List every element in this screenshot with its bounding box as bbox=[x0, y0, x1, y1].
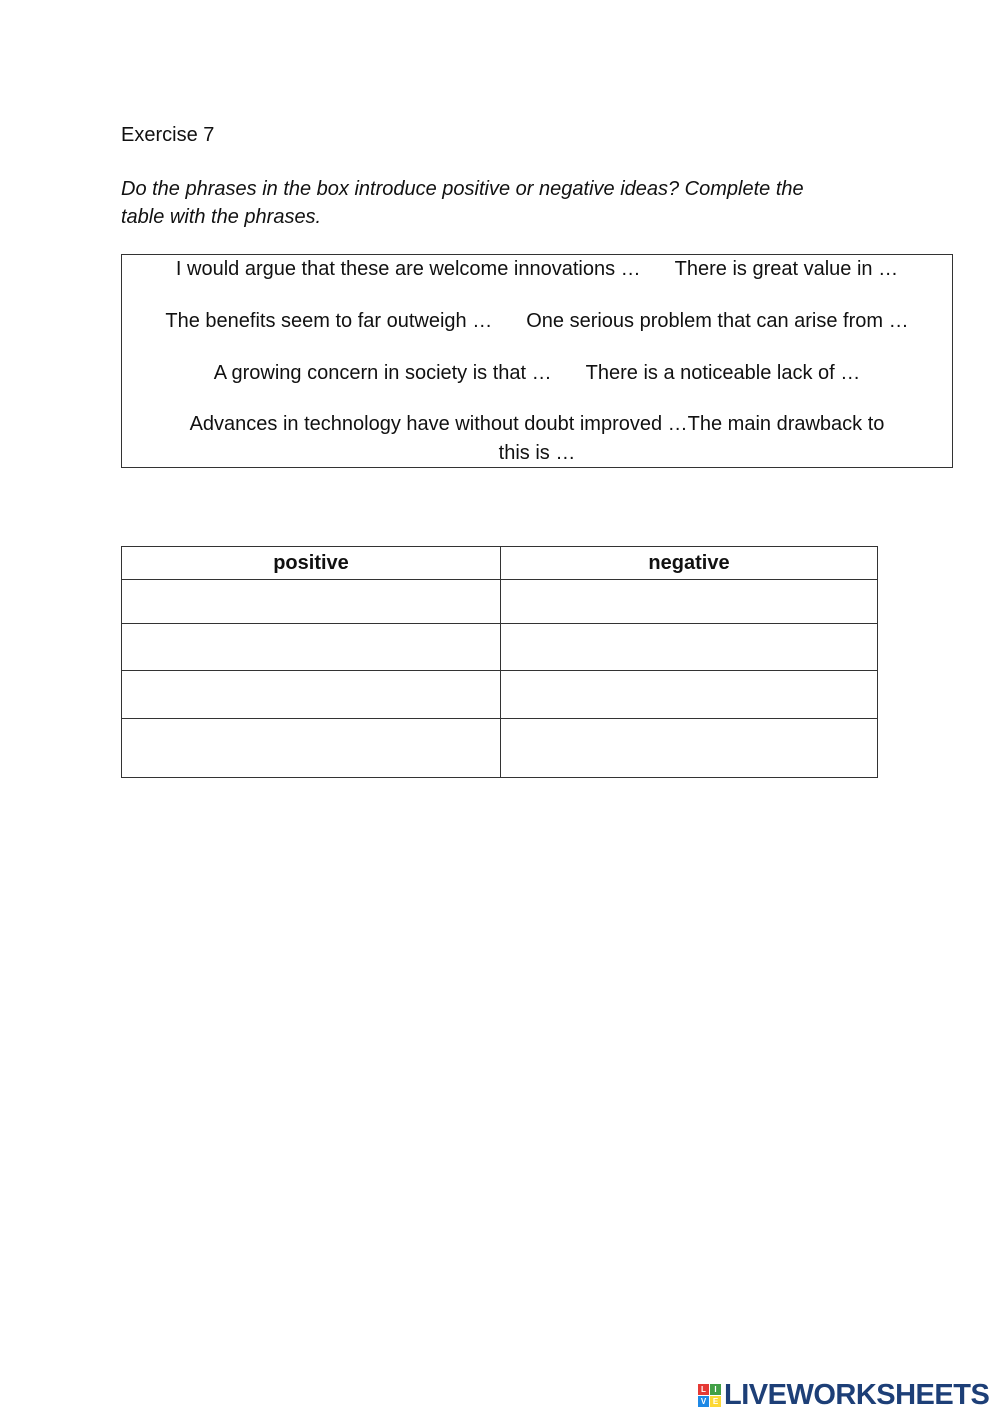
table-row bbox=[122, 671, 878, 719]
table-header-row bbox=[122, 547, 878, 580]
answer-cell-positive[interactable] bbox=[122, 719, 501, 778]
logo-tile: I bbox=[710, 1384, 721, 1395]
instruction-line-1: Do the phrases in the box introduce positive or negative ideas? Complete the bbox=[121, 178, 804, 200]
answer-cell-negative[interactable] bbox=[501, 580, 878, 624]
answer-cell-negative[interactable] bbox=[501, 671, 878, 719]
table-row bbox=[122, 624, 878, 671]
phrase-continuation: this is … bbox=[498, 442, 576, 464]
logo-tile: L bbox=[698, 1384, 709, 1395]
logo-tile: V bbox=[698, 1396, 709, 1407]
exercise-instruction bbox=[121, 175, 881, 231]
phrase-row bbox=[122, 362, 952, 385]
phrase: The main drawback to bbox=[687, 413, 885, 435]
column-header-negative: negative bbox=[501, 547, 878, 580]
phrase-row bbox=[122, 410, 952, 468]
logo-mark-icon bbox=[698, 1384, 721, 1407]
phrase: Advances in technology have without doubt improved … bbox=[189, 413, 688, 435]
answer-cell-positive[interactable] bbox=[122, 624, 501, 671]
answer-table bbox=[121, 546, 878, 778]
answer-cell-positive[interactable] bbox=[122, 580, 501, 624]
phrase-box bbox=[121, 254, 953, 468]
exercise-title: Exercise 7 bbox=[121, 124, 215, 146]
answer-cell-positive[interactable] bbox=[122, 671, 501, 719]
table-row bbox=[122, 719, 878, 778]
liveworksheets-logo bbox=[698, 1380, 989, 1410]
answer-cell-negative[interactable] bbox=[501, 624, 878, 671]
phrase-row bbox=[122, 310, 952, 333]
phrase: A growing concern in society is that … bbox=[213, 362, 552, 384]
instruction-line-2: table with the phrases. bbox=[121, 206, 322, 228]
phrase: The benefits seem to far outweigh … bbox=[165, 310, 493, 332]
phrase: There is a noticeable lack of … bbox=[585, 362, 861, 384]
phrase: One serious problem that can arise from … bbox=[526, 310, 909, 332]
column-header-positive: positive bbox=[122, 547, 501, 580]
phrase: I would argue that these are welcome innovations … bbox=[175, 258, 641, 280]
phrase: There is great value in … bbox=[674, 258, 899, 280]
table-row bbox=[122, 580, 878, 624]
answer-cell-negative[interactable] bbox=[501, 719, 878, 778]
logo-text: LIVEWORKSHEETS bbox=[724, 1378, 990, 1411]
phrase-row bbox=[122, 258, 952, 281]
logo-tile: E bbox=[710, 1396, 721, 1407]
